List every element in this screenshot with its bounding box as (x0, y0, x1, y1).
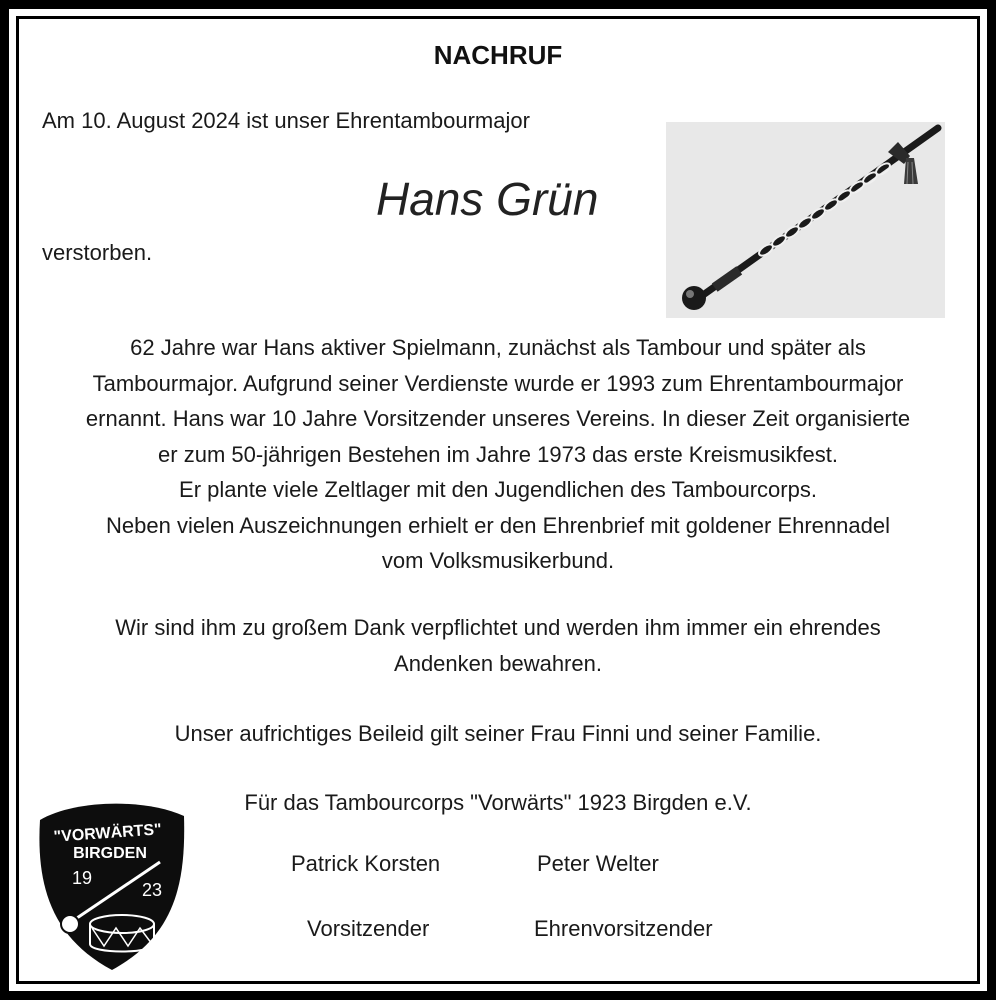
signatory-name-1: Patrick Korsten (291, 851, 441, 876)
outro-text: verstorben. (42, 240, 153, 265)
biography-line: ernannt. Hans war 10 Jahre Vorsitzender unseres Vereins. In dieser Zeit organisierte (85, 406, 911, 431)
biography-line: er zum 50-jährigen Bestehen im Jahre 1973 das erste Kreismusikfest. (158, 441, 838, 467)
signatory-role-1: Vorsitzender (307, 916, 430, 941)
intro-text: Am 10. August 2024 ist unser Ehrentambourmajor (42, 108, 530, 133)
crest-shield-icon (34, 796, 190, 974)
club-crest-logo (34, 796, 190, 974)
biography-line: 62 Jahre war Hans aktiver Spielmann, zunächst als Tambour und später als (130, 335, 866, 360)
signatory-role-2: Ehrenvorsitzender (534, 916, 713, 941)
thanks-paragraph (0, 610, 996, 681)
biography-line: vom Volksmusikerbund. (381, 548, 615, 573)
biography-line: Tambourmajor. Aufgrund seiner Verdienste wurde er 1993 zum Ehrentambourmajor (92, 370, 904, 396)
thanks-line: Wir sind ihm zu großem Dank verpflichtet und werden ihm immer ein ehrendes (115, 615, 881, 640)
thanks-line: Andenken bewahren. (394, 650, 602, 676)
biography-line: Neben vielen Auszeichnungen erhielt er den Ehrenbrief mit goldener Ehrennadel (106, 512, 890, 538)
page-title: NACHRUF (433, 40, 563, 70)
signatory-name-2: Peter Welter (537, 851, 659, 876)
crest-year-right: 23 (141, 880, 163, 900)
drum-major-mace-icon (666, 122, 945, 318)
condolence-text: Unser aufrichtiges Beileid gilt seiner Frau Finni und seiner Familie. (174, 721, 822, 746)
biography-paragraph (0, 330, 996, 579)
crest-year-left: 19 (71, 868, 93, 888)
deceased-name: Hans Grün (376, 173, 599, 225)
mace-photo (666, 122, 945, 318)
biography-line: Er plante viele Zeltlager mit den Jugendlichen des Tambourcorps. (179, 477, 817, 502)
crest-text-line1: "VORWÄRTS" (53, 821, 163, 846)
on-behalf-text: Für das Tambourcorps "Vorwärts" 1923 Birgden e.V. (244, 790, 752, 815)
crest-text-line2: BIRGDEN (73, 845, 147, 862)
